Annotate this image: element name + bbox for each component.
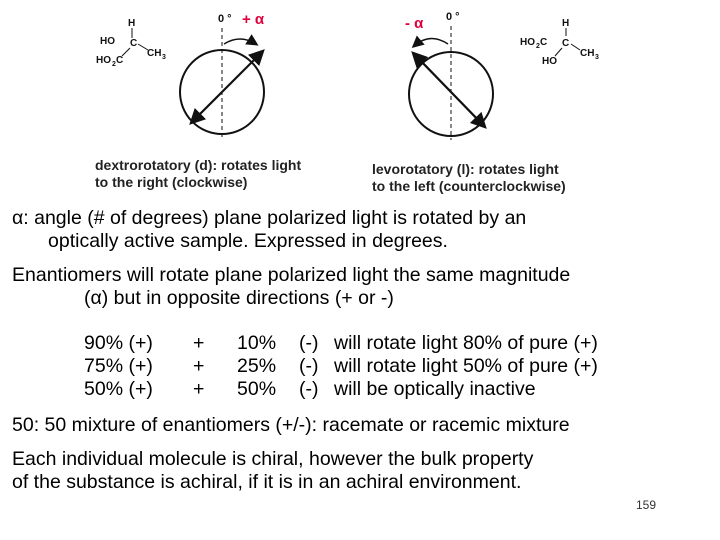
levo-rotation-arc [414,38,448,46]
dextro-zero-label: 0 ° [218,13,232,25]
svg-text:HO: HO [520,37,535,48]
mixture-row: 90% (+) + 10% (-) will rotate light 80% of pure (+) [84,332,598,354]
svg-text:H: H [128,18,136,29]
mixture-table [0,332,720,402]
svg-text:H: H [562,18,570,29]
svg-text:2: 2 [536,43,540,50]
svg-text:3: 3 [162,54,166,61]
svg-text:C: C [562,38,570,49]
dextro-caption-line2: to the right (clockwise) [95,174,248,190]
chirality-line2: of the substance is achiral, if it is in an achiral environment. [12,471,522,493]
levo-caption-line2: to the left (counterclockwise) [372,178,566,194]
levo-zero-label: 0 ° [446,11,460,23]
dextro-rotation-label: + α [242,11,265,28]
svg-text:3: 3 [595,54,599,61]
enantiomers-line2: (α) but in opposite directions (+ or -) [84,287,394,309]
dextro-caption [95,157,301,191]
racemate-definition: 50: 50 mixture of enantiomers (+/-): racemate or racemic mixture [12,414,570,436]
page-number: 159 [636,498,657,512]
dextro-caption-line1: dextrorotatory (d): rotates light [95,157,302,173]
svg-text:C: C [130,38,138,49]
enantiomers-statement [12,264,570,310]
svg-text:CH: CH [580,48,595,59]
levorotatory-figure [405,11,599,140]
alpha-definition-line1: α: angle (# of degrees) plane polarized light is rotated by an [12,207,527,229]
alpha-definition-line2: optically active sample. Expressed in degrees. [48,230,448,252]
mixture-row: 50% (+) + 50% (-) will be optically inactive [84,378,536,400]
dextro-rotation-arc [224,39,256,44]
levo-molecule [520,18,599,67]
svg-text:2: 2 [112,61,116,68]
svg-text:HO: HO [542,56,557,67]
svg-text:CH: CH [147,48,162,59]
levo-caption-line1: levorotatory (l): rotates light [372,161,559,177]
dextro-molecule [96,18,166,68]
svg-text:HO: HO [100,36,115,47]
levo-caption [372,161,566,195]
enantiomers-line1: Enantiomers will rotate plane polarized light the same magnitude [12,264,571,286]
svg-text:C: C [540,37,548,48]
dextrorotatory-figure [96,11,265,140]
mixture-row: 75% (+) + 25% (-) will rotate light 50% of pure (+) [84,355,598,377]
chirality-line1: Each individual molecule is chiral, however the bulk property [12,448,534,470]
svg-text:HO: HO [96,55,111,66]
chirality-statement [12,448,533,494]
levo-rotation-label: - α [405,15,424,32]
alpha-definition [12,207,526,253]
svg-text:C: C [116,55,124,66]
